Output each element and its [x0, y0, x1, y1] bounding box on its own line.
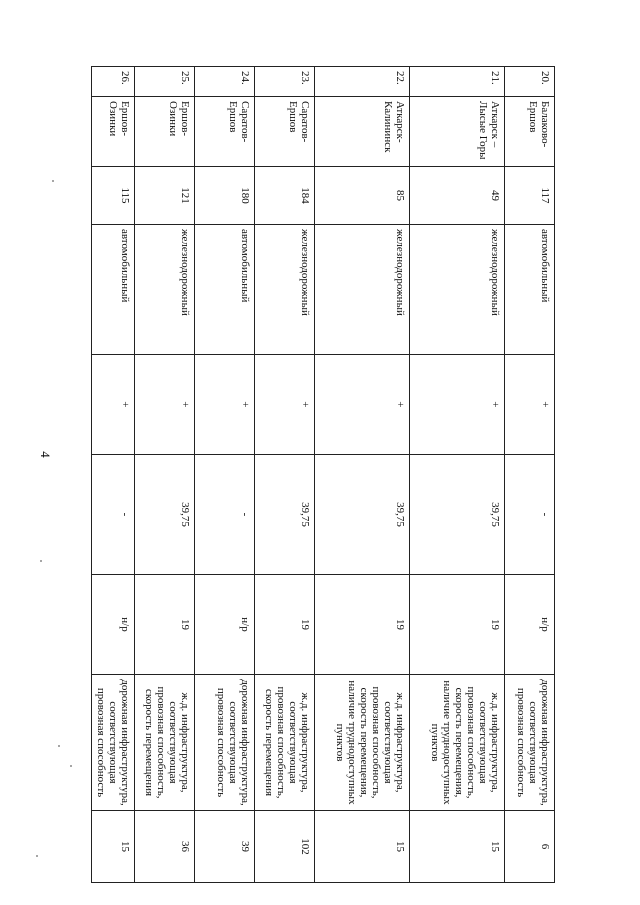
route-name: Балаково-Ершов: [504, 97, 554, 167]
infrastructure-note: дорожная инфраструктура, соответствующая провозная способность: [194, 675, 254, 811]
speed-value: н/р: [504, 575, 554, 675]
route-distance: 117: [504, 167, 554, 225]
route-value: 15: [409, 811, 504, 883]
route-name: Саратов-Ершов: [254, 97, 314, 167]
infrastructure-note: дорожная инфраструктура, соответствующая провозная способность: [504, 675, 554, 811]
availability-flag: +: [134, 355, 194, 455]
row-number: 24.: [194, 67, 254, 97]
row-number: 21.: [409, 67, 504, 97]
availability-flag: +: [91, 355, 134, 455]
route-value: 36: [134, 811, 194, 883]
rail-length: -: [504, 455, 554, 575]
speed-value: 19: [314, 575, 409, 675]
route-distance: 115: [91, 167, 134, 225]
rail-length: -: [194, 455, 254, 575]
transport-type: железнодорожный: [314, 225, 409, 355]
table-row: [504, 67, 554, 883]
speed-value: 19: [134, 575, 194, 675]
row-number: 22.: [314, 67, 409, 97]
transport-type: автомобильный: [91, 225, 134, 355]
rail-length: 39,75: [409, 455, 504, 575]
availability-flag: +: [314, 355, 409, 455]
speed-value: 19: [409, 575, 504, 675]
scan-speck: [58, 745, 60, 747]
route-distance: 49: [409, 167, 504, 225]
row-number: 20.: [504, 67, 554, 97]
infrastructure-note: ж.д. инфраструктура, соответствующая провозная способность, скорость перемещения, наличие труднодоступных пунктов: [409, 675, 504, 811]
rotated-table-frame: [95, 66, 555, 882]
infrastructure-note: дорожная инфраструктура, соответствующая провозная способность: [91, 675, 134, 811]
rail-length: 39,75: [314, 455, 409, 575]
route-name: Ершов-Озинки: [91, 97, 134, 167]
route-value: 15: [91, 811, 134, 883]
route-name: Ершов-Озинки: [134, 97, 194, 167]
routes-table-body: [91, 67, 554, 883]
availability-flag: +: [254, 355, 314, 455]
route-value: 102: [254, 811, 314, 883]
speed-value: 19: [254, 575, 314, 675]
transport-type: автомобильный: [194, 225, 254, 355]
scan-speck: [36, 855, 38, 857]
infrastructure-note: ж.д. инфраструктура, соответствующая провозная способность, скорость перемещения, наличие труднодоступных пунктов: [314, 675, 409, 811]
route-distance: 184: [254, 167, 314, 225]
transport-type: железнодорожный: [134, 225, 194, 355]
speed-value: н/р: [194, 575, 254, 675]
transport-type: железнодорожный: [254, 225, 314, 355]
table-row: [134, 67, 194, 883]
rail-length: -: [91, 455, 134, 575]
route-name: Саратов-Ершов: [194, 97, 254, 167]
route-distance: 180: [194, 167, 254, 225]
infrastructure-note: ж.д. инфраструктура, соответствующая провозная способность, скорость перемещения: [134, 675, 194, 811]
route-distance: 85: [314, 167, 409, 225]
route-name: Аткарск – Лысые Горы: [409, 97, 504, 167]
table-row: [254, 67, 314, 883]
availability-flag: +: [504, 355, 554, 455]
rail-length: 39,75: [134, 455, 194, 575]
availability-flag: +: [409, 355, 504, 455]
transport-type: железнодорожный: [409, 225, 504, 355]
speed-value: н/р: [91, 575, 134, 675]
route-distance: 121: [134, 167, 194, 225]
rail-length: 39,75: [254, 455, 314, 575]
route-value: 15: [314, 811, 409, 883]
table-row: [194, 67, 254, 883]
availability-flag: +: [194, 355, 254, 455]
page-number: 4: [37, 451, 53, 458]
route-value: 39: [194, 811, 254, 883]
scan-speck: [40, 560, 42, 562]
table-row: [409, 67, 504, 883]
row-number: 26.: [91, 67, 134, 97]
scan-speck: [70, 765, 72, 767]
row-number: 25.: [134, 67, 194, 97]
table-row: [91, 67, 134, 883]
infrastructure-note: ж.д. инфраструктура, соответствующая провозная способность, скорость перемещения: [254, 675, 314, 811]
row-number: 23.: [254, 67, 314, 97]
route-value: 6: [504, 811, 554, 883]
scan-speck: [52, 180, 54, 182]
routes-table: [91, 66, 555, 883]
route-name: Аткарск-Калининск: [314, 97, 409, 167]
table-row: [314, 67, 409, 883]
transport-type: автомобильный: [504, 225, 554, 355]
